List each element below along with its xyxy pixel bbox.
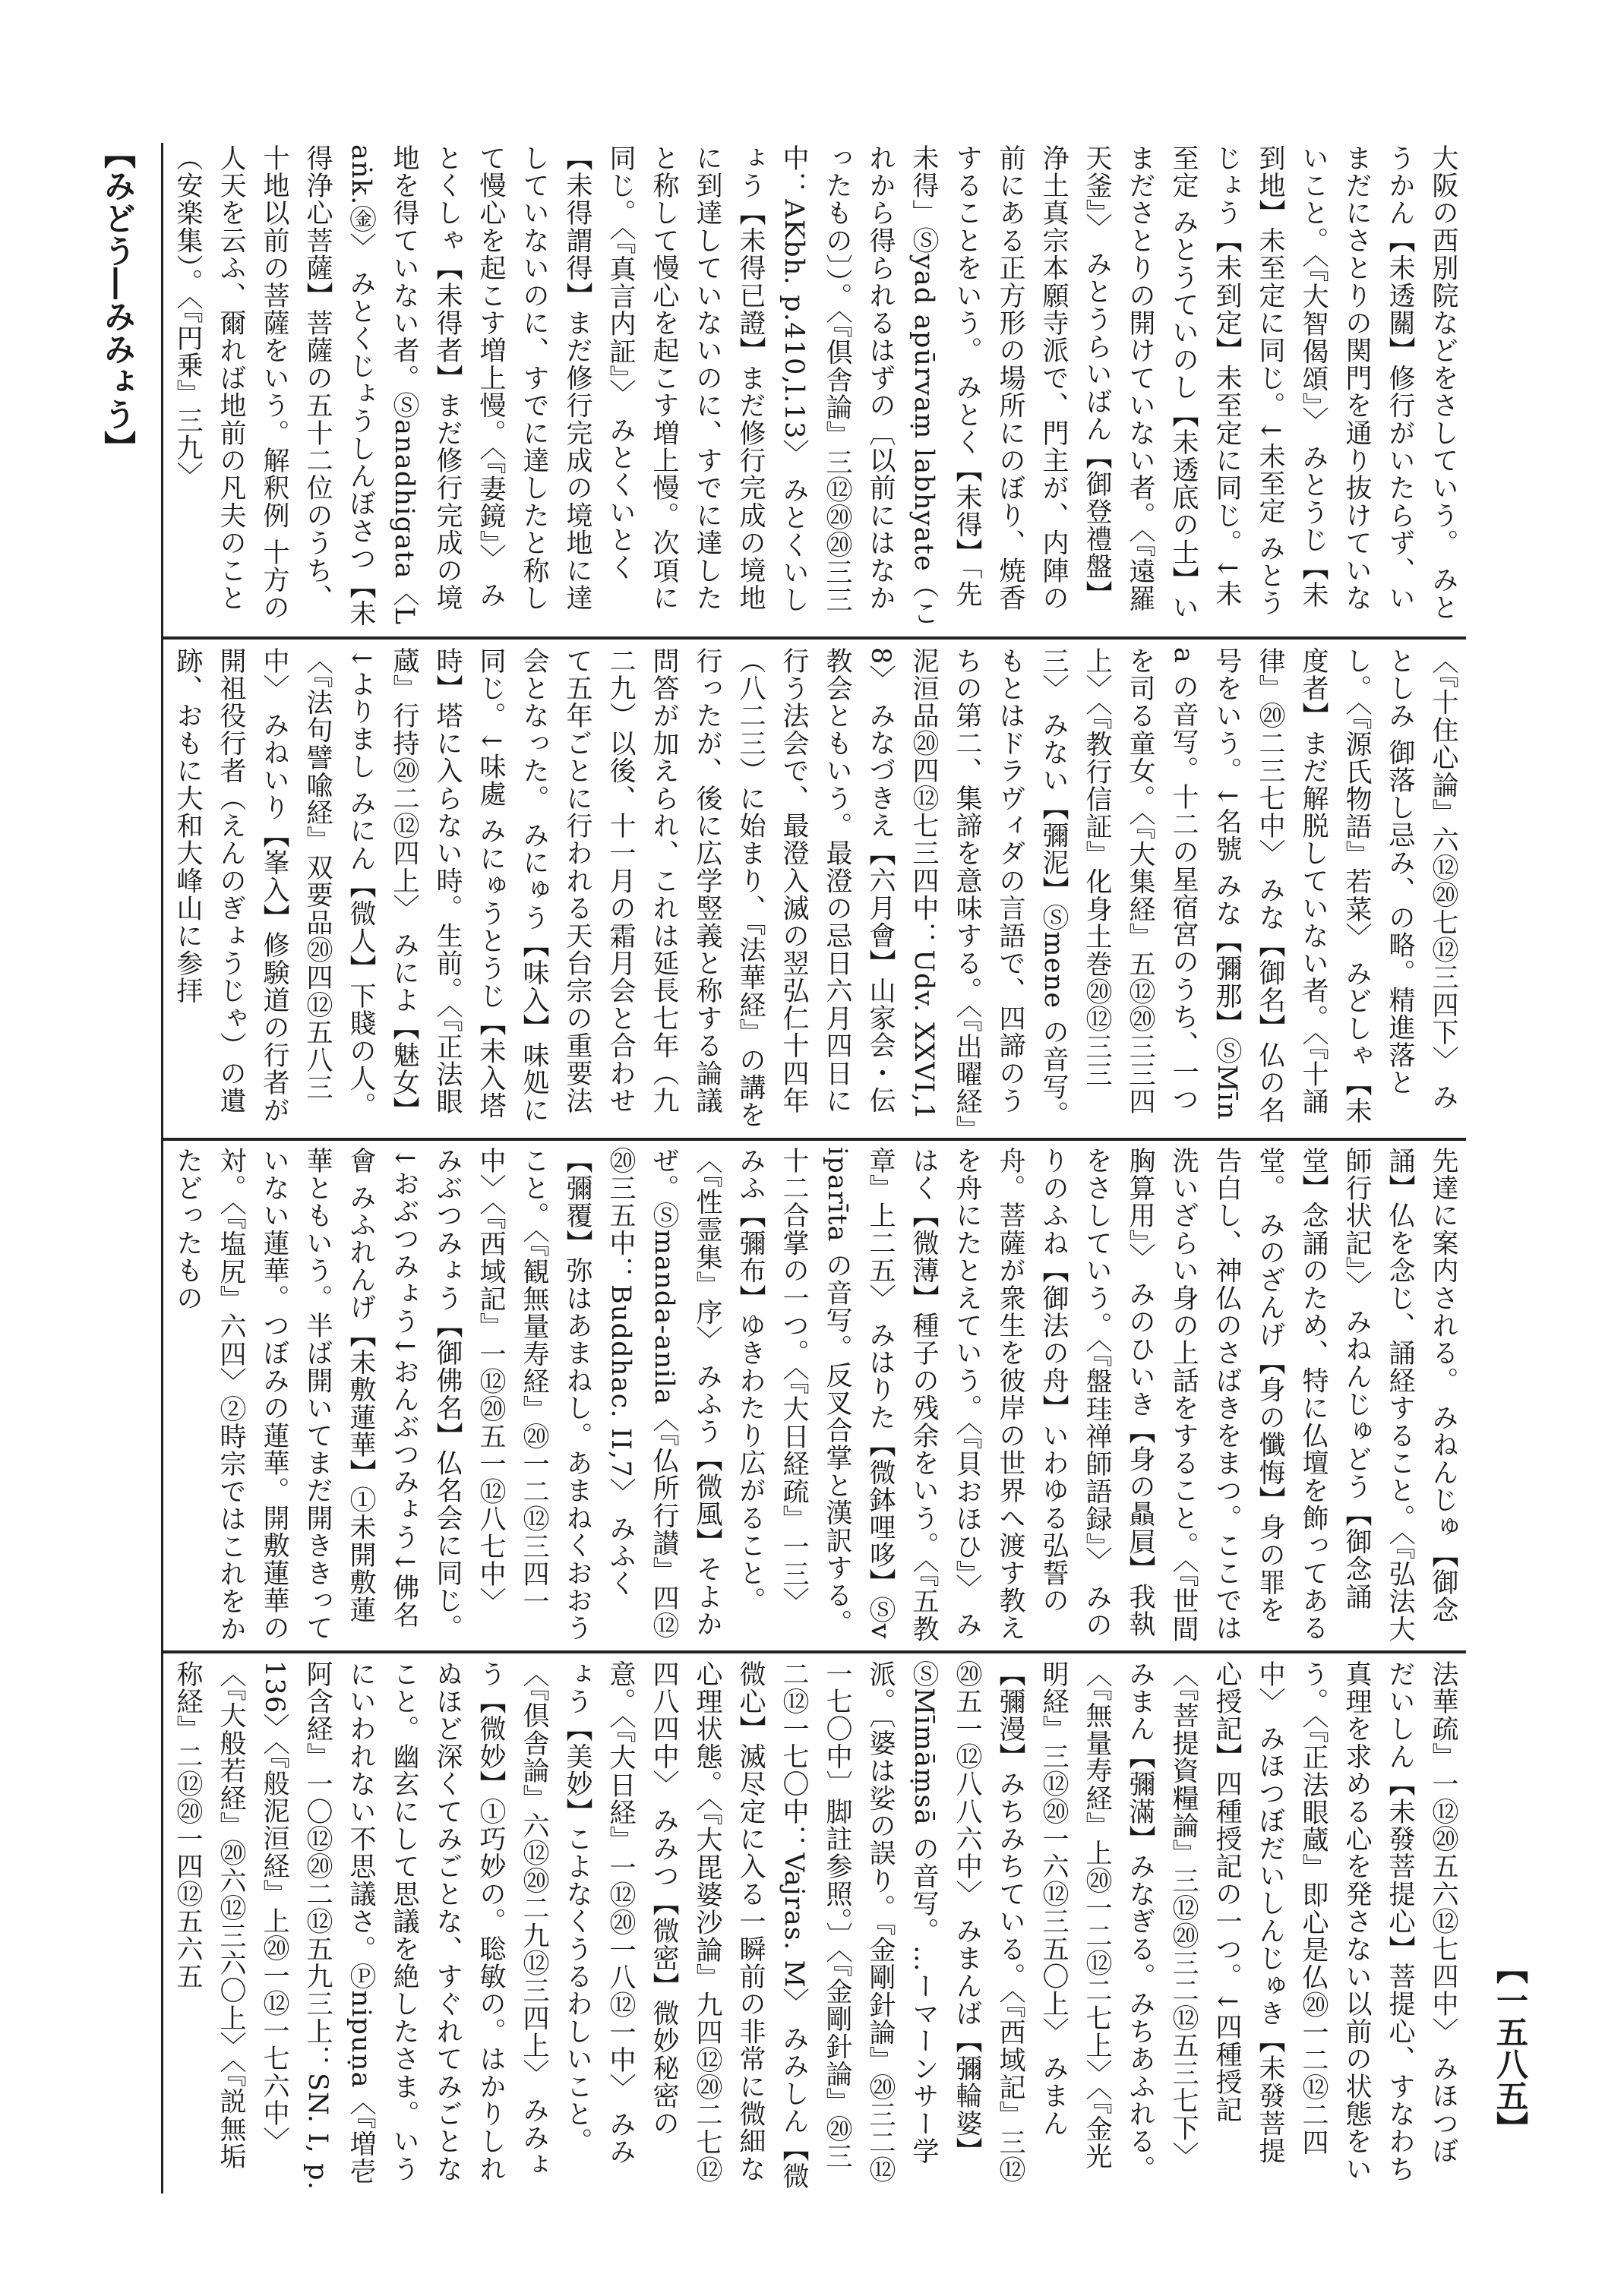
running-head: 【みどう―みみょう】 xyxy=(100,137,137,463)
band-divider xyxy=(163,1138,1466,1141)
text-band-1 xyxy=(166,144,1466,630)
margin-rule xyxy=(161,143,163,2193)
text-band-2 xyxy=(166,647,1466,1133)
band-divider xyxy=(163,636,1466,640)
text-band-3 xyxy=(166,1147,1466,1644)
dictionary-entries: 法華疏』一⑫⑳五六⑫七四中〉 みほつぼだいしん【未發菩提心】菩提心、すなわち真理を求める心を発さない以前の状態をいう。〈『正法眼蔵』即心是仏⑳一二⑫二四中〉 みほつぼだいしんじゅき【未發菩提心授記】四種授記の一つ。↓四種授記〈『菩提資糧論』三⑫⑳三二⑫五三七下〉 みまん【彌滿】みなぎる。みちあふれる。〈『無量寿経』上⑳一二⑫二七上〉〈『金光明経』三⑫⑳一六⑫三五〇上〉 みまん【彌漫】みちみちている。〈『西域記』三⑫⑳五一⑫八八六中〉 みまんば【彌輪婆】ⓈMīmāṃsā の音写。…ーマーンサー学派。〔婆は娑の誤り。『金剛針論』⑳三二⑫一七〇中〕脚註参照。〕〈『金剛針論』⑳三二⑫一七〇中：Vajras. M〉 みみしん【微微心】滅尽定に入る一瞬前の非常に微細な心理状態。〈『大毘婆沙論』九四⑫⑳二七⑫四八四中〉 みみつ【微密】微妙秘密の意。〈『大日経』一⑫⑳一八⑫一中〉 みみょう【美妙】こよなくうるわしいこと。〈『倶舎論』六⑫⑳二九⑫三四上〉 みみょう【微妙】①巧妙の。聡敏の。はかりしれぬほど深くてみごとな、すぐれてみごとなこと。幽玄にして思議を絶したさま。いうにいわれない不思議さ。Ⓟnipuṇa〈『増壱阿含経』一〇⑫⑳二⑫五九三上：SN. I, p.136〉〈『般泥洹経』上⑳一⑫一七六中〉〈『大般若経』⑳六⑫三六〇上〉〈『説無垢称経』二⑫⑳一四⑫五六五 xyxy=(172,1660,1458,2191)
dictionary-entries: 先達に案内される。 みねんじゅ【御念誦】仏を念じ、誦経すること。〈『弘法大師行状記』〉 みねんじゅどう【御念誦堂】念誦のため、特に仏壇を飾ってある堂。 みのざんげ【身の懺悔】身の罪を告白し、神仏のさばきをまつ。ここでは洗いざらい身の上話をすること。〈『世間胸算用』〉 みのひいき【身の贔屓】我執をさしていう。〈『盤珪禅師語録』〉 みのりのふね【御法の舟】いわゆる弘誓の舟。菩薩が衆生を彼岸の世界へ渡す教えを舟にたとえていう。〈『貝おほひ』〉 みはく【微薄】種子の残余をいう。〈『五教章』上二五〉 みはりた【微鉢哩哆】Ⓢviparīta の音写。反叉合掌と漢訳する。十二合掌の一つ。〈『大日経疏』一三〉 みふ【彌布】ゆきわたり広がること。〈『性霊集』序〉 みふう【微風】そよかぜ。Ⓢmanda-anila〈『仏所行讃』四⑫⑳三五中：Buddhac. II,7〉 みふく【彌覆】弥はあまねし。あまねくおおうこと。〈『観無量寿経』⑳一二⑫三四一中〉〈『西域記』一⑫⑳五一⑫八七中〉 みぶつみょう【御佛名】仏名会に同じ。↓おぶつみょう↓おんぶつみょう↓佛名會 みふれんげ【未敷蓮華】①未開敷蓮華ともいう。半ば開いてまだ開ききっていない蓮華。つぼみの蓮華。開敷蓮華の対。〈『塩尻』六四〉②時宗ではこれをかたどったもの xyxy=(172,1147,1458,1643)
page-number: 【一五八五】 xyxy=(1492,1952,1529,2143)
dictionary-entries: 大阪の西別院などをさしていう。 みとうかん【未透關】修行がいたらず、いまだにさとりの関門を通り抜けていないこと。〈『大智偈頌』〉 みとうじ【未到地】未至定に同じ。↓未至定 みとうじょう【未到定】未至定に同じ。↓未至定 みとうていのし【未透底の士】いまださとりの開けていない者。〈『遠羅天釜』〉 みとうらいばん【御登禮盤】浄土真宗本願寺派で、門主が、内陣の前にある正方形の場所にのぼり、焼香することをいう。 みとく【未得】「先未得」Ⓢyad apūrvaṃ labhyate（これから得られるはずの〔以前にはなかったもの〕）。〈『倶舎論』三⑫⑳⑳三三中：AKbh. p.410,l.13〉 みとくいしょう【未得已證】まだ修行完成の境地に到達していないのに、すでに達したと称して慢心を起こす増上慢。次項に同じ。〈『真言内証』〉 みとくいとく【未得謂得】まだ修行完成の境地に達していないのに、すでに達したと称して慢心を起こす増上慢。〈『妻鏡』〉 みとくしゃ【未得者】まだ修行完成の境地を得ていない者。Ⓢanadhigata〈Laṅk.㊎〉 みとくじょうしんぼさつ【未得浄心菩薩】菩薩の五十二位のうち、十地以前の菩薩をいう。解釈例 十方の人天を云ふ、爾れば地前の凡夫のこと（安楽集）。〈『円乗』三九〉 xyxy=(172,144,1458,627)
band-divider xyxy=(163,1650,1466,1653)
text-band-4 xyxy=(166,1660,1466,2192)
dictionary-entries: 〈『十住心論』六⑫⑳七⑫三四下〉 みとしみ 御落し忌み、の略。精進落とし。〈『源氏物語』若菜〉 みどしゃ【未度者】まだ解脱していない者。〈『十誦律』⑳二三七中〉 みな【御名】仏の名号をいう。↓名號 みな【彌那】ⓈMīna の音写。十二の星宿宮のうち、一つを司る童女。〈『大集経』五⑫⑳三三四上〉〈『教行信証』化身土巻⑳⑫三三三〉 みない【彌泥】Ⓢmene の音写。もとはドラヴィダの言語で、四諦のうちの第二、集諦を意味する。〈『出曜経』泥洹品⑳四⑫七三四中：Udv. XXVI,18〉 みなづきえ【六月會】山家会・伝教会ともいう。最澄の忌日六月四日に行う法会で、最澄入滅の翌弘仁十四年（八二三）に始まり、『法華経』の講を行ったが、後に広学竪義と称する論議問答が加えられ、これは延長七年（九二九）以後、十一月の霜月会と合わせて五年ごとに行われる天台宗の重要法会となった。 みにゅう【味入】味処に同じ。↓味處 みにゅうとうじ【未入塔時】塔に入らない時。生前。〈『正法眼蔵』行持⑳二⑫四上〉 みによ【魅女】↓よりまし みにん【微人】下賤の人。〈『法句譬喩経』双要品⑳四⑫五八三中〉 みねいり【峯入】修験道の行者が開祖役行者（えんのぎょうじゃ）の遺跡、おもに大和大峰山に参拝 xyxy=(172,647,1458,1130)
